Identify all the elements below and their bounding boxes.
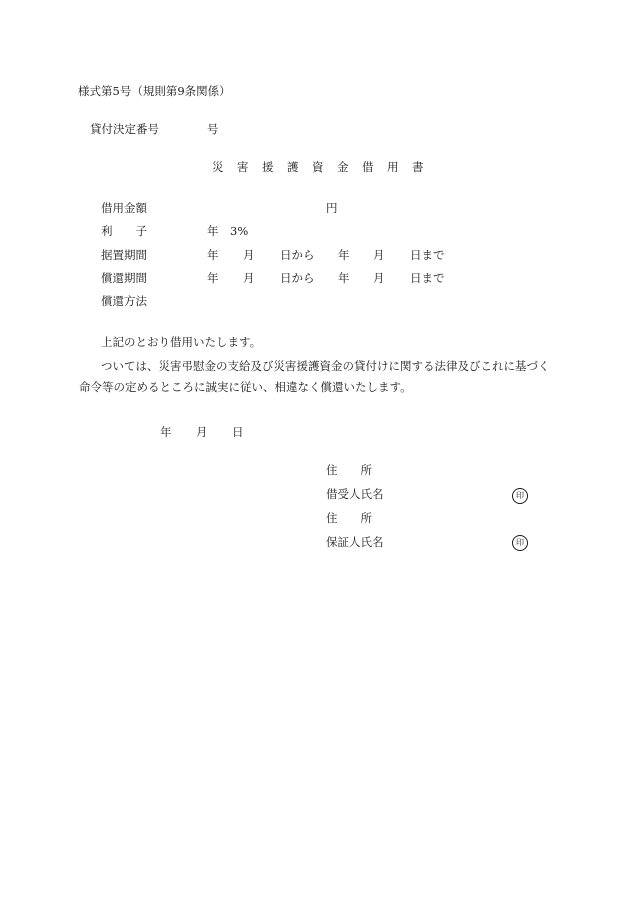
body-line2: ついては、災害弔慰金の支給及び災害援護資金の貸付けに関する法律及びこれに基づく命令等の定めるところに誠実に従い、相違なく償還いたします。 bbox=[79, 359, 550, 394]
title-char: 援 bbox=[262, 160, 274, 174]
date-year: 年 bbox=[160, 425, 172, 439]
loan-amount-label: 借用金額 bbox=[101, 201, 147, 215]
repayment-year: 年 bbox=[207, 271, 219, 285]
repayment-month2: 月 bbox=[373, 271, 385, 285]
grace-month: 月 bbox=[243, 248, 255, 262]
date-day: 日 bbox=[232, 425, 244, 439]
guarantor-address-label: 住 所 bbox=[326, 511, 372, 525]
title-char: 用 bbox=[387, 160, 399, 174]
repayment-method-label: 償還方法 bbox=[101, 294, 147, 308]
body-line1: 上記のとおり借用いたします。 bbox=[101, 335, 262, 349]
body-paragraph bbox=[79, 356, 559, 398]
title-char: 書 bbox=[412, 160, 424, 174]
repayment-month: 月 bbox=[243, 271, 255, 285]
title-char: 災 bbox=[212, 160, 224, 174]
title-char: 借 bbox=[362, 160, 374, 174]
title-char: 資 bbox=[312, 160, 324, 174]
guarantor-seal-icon: 印 bbox=[512, 535, 528, 551]
interest-label: 利 子 bbox=[101, 224, 147, 238]
title-char: 金 bbox=[337, 160, 349, 174]
decision-number-suffix: 号 bbox=[207, 122, 219, 136]
decision-number-label: 貸付決定番号 bbox=[90, 122, 159, 136]
date-month: 月 bbox=[196, 425, 208, 439]
borrower-seal-icon: 印 bbox=[512, 488, 528, 504]
interest-value: 3% bbox=[230, 224, 249, 238]
loan-amount-unit: 円 bbox=[326, 201, 338, 215]
interest-prefix: 年 bbox=[207, 224, 219, 238]
guarantor-name-label: 保証人氏名 bbox=[326, 535, 384, 549]
grace-period-label: 据置期間 bbox=[101, 248, 147, 262]
grace-until: 日まで bbox=[410, 248, 445, 262]
grace-from: 日から bbox=[280, 248, 315, 262]
repayment-until: 日まで bbox=[410, 271, 445, 285]
repayment-year2: 年 bbox=[338, 271, 350, 285]
form-heading: 様式第5号（規則第9条関係） bbox=[78, 84, 231, 98]
grace-year: 年 bbox=[207, 248, 219, 262]
grace-month2: 月 bbox=[373, 248, 385, 262]
grace-year2: 年 bbox=[338, 248, 350, 262]
repayment-period-label: 償還期間 bbox=[101, 271, 147, 285]
borrower-name-label: 借受人氏名 bbox=[326, 487, 384, 501]
borrower-address-label: 住 所 bbox=[326, 463, 372, 477]
repayment-from: 日から bbox=[280, 271, 315, 285]
document-title bbox=[212, 162, 437, 174]
title-char: 害 bbox=[237, 160, 249, 174]
title-char: 護 bbox=[287, 160, 299, 174]
